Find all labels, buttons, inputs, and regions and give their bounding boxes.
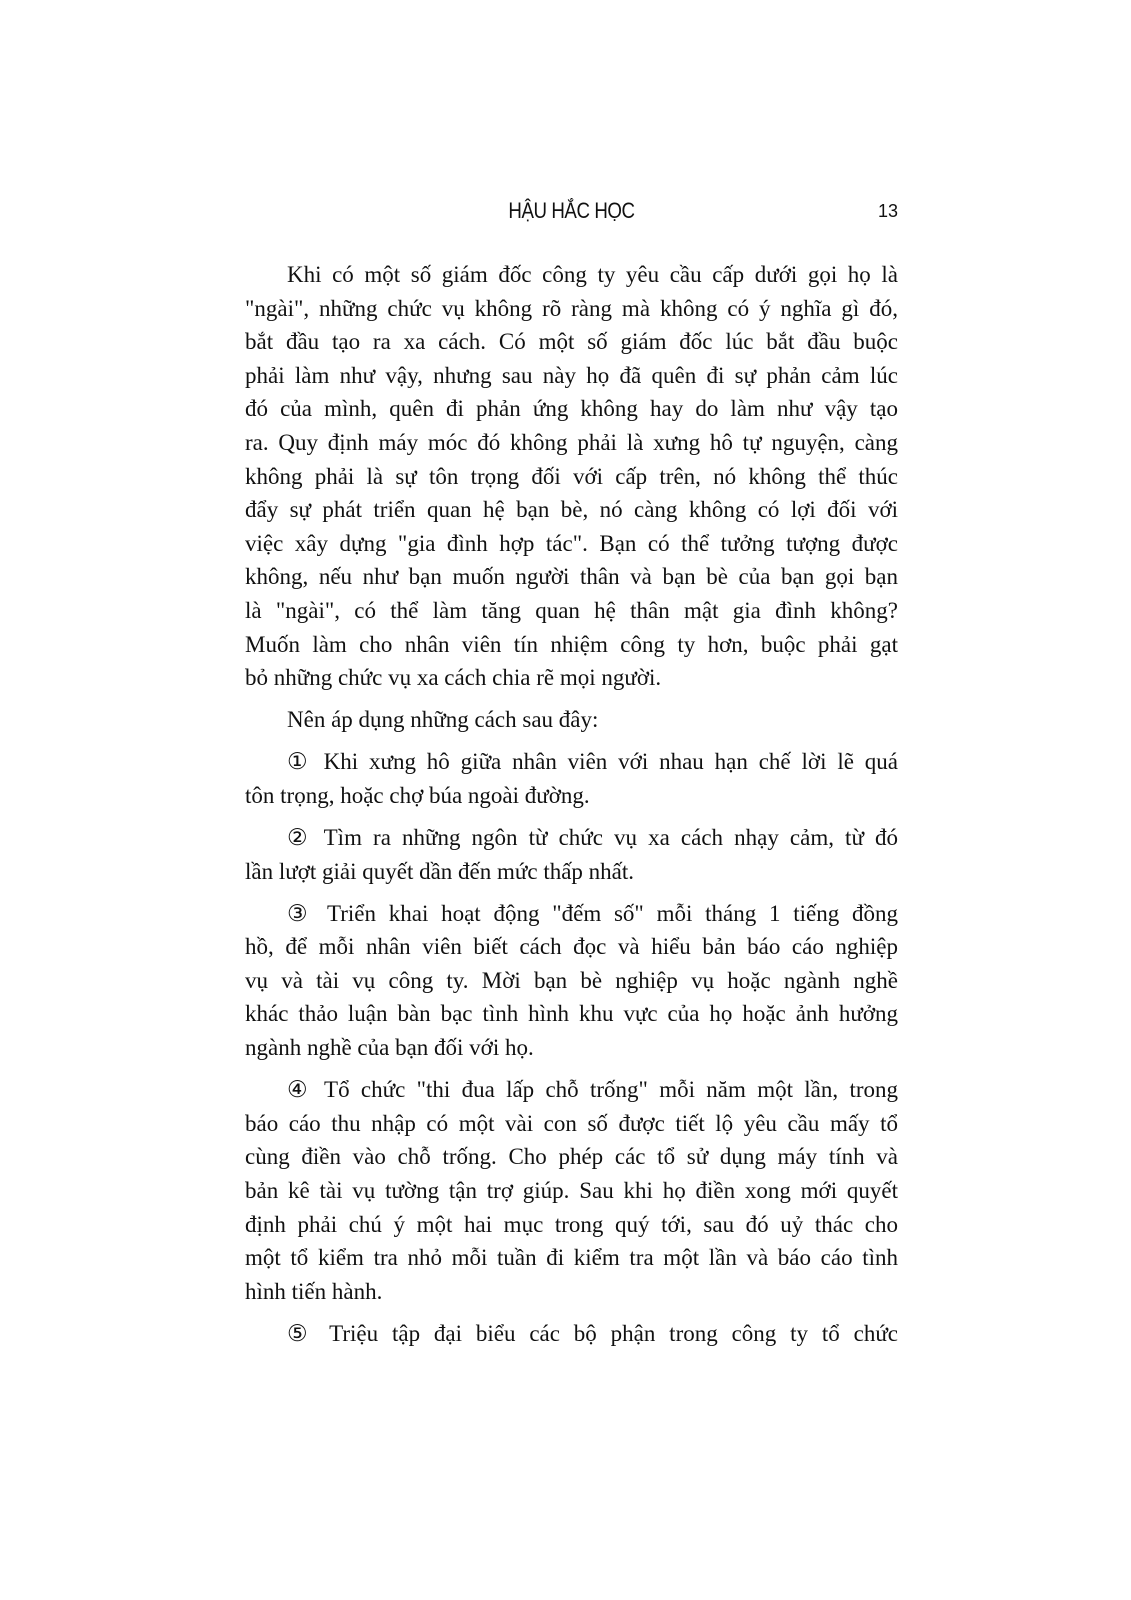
text-line: Muốn làm cho nhân viên tín nhiệm công ty hơn, buộc phải gạt [245, 631, 898, 657]
text-line: cùng điền vào chỗ trống. Cho phép các tổ sử dụng máy tính và [245, 1144, 898, 1170]
text-line: không phải là sự tôn trọng đối với cấp trên, nó không thể thúc [245, 463, 898, 489]
text-line: bắt đầu tạo ra xa cách. Có một số giám đốc lúc bắt đầu buộc [245, 329, 898, 355]
text-line: ② Tìm ra những ngôn từ chức vụ xa cách nhạy cảm, từ đó [287, 825, 898, 850]
text-line: việc xây dựng "gia đình hợp tác". Bạn có thể tưởng tượng được [245, 530, 898, 556]
text-line: bỏ những chức vụ xa cách chia rẽ mọi người. [245, 665, 662, 691]
text-line: ra. Quy định máy móc đó không phải là xưng hô tự nguyện, càng [245, 429, 898, 455]
text-line: hình tiến hành. [245, 1278, 383, 1304]
paragraph [245, 745, 898, 812]
text-line: bản kê tài vụ tường tận trợ giúp. Sau khi họ điền xong mới quyết [245, 1177, 898, 1203]
text-line: Nên áp dụng những cách sau đây: [287, 707, 599, 733]
text-line: một tổ kiểm tra nhỏ mỗi tuần đi kiểm tra một lần và báo cáo tình [245, 1245, 898, 1271]
text-line: lần lượt giải quyết dần đến mức thấp nhất. [245, 858, 635, 884]
text-line: tôn trọng, hoặc chợ búa ngoài đường. [245, 782, 590, 808]
text-line: đó của mình, quên đi phản ứng không hay do làm như vậy tạo [245, 396, 898, 422]
paragraph [245, 897, 898, 1065]
paragraph [245, 1073, 898, 1308]
text-line: ④ Tổ chức "thi đua lấp chỗ trống" mỗi năm một lần, trong [287, 1077, 898, 1103]
text-line: phải làm như vậy, nhưng sau này họ đã quên đi sự phản cảm lúc [245, 362, 898, 388]
paragraph [245, 821, 898, 888]
page-number: 13 [877, 201, 898, 221]
text-line: ngành nghề của bạn đối với họ. [245, 1035, 534, 1061]
text-line: đẩy sự phát triển quan hệ bạn bè, nó càng không có lợi đối với [245, 497, 898, 523]
paragraph [245, 1317, 898, 1351]
text-line: không, nếu như bạn muốn người thân và bạn bè của bạn gọi bạn [245, 564, 898, 590]
text-line: báo cáo thu nhập có một vài con số được tiết lộ yêu cầu mấy tổ [245, 1110, 898, 1136]
paragraph [245, 703, 898, 737]
body-text [245, 258, 898, 1359]
text-line: vụ và tài vụ công ty. Mời bạn bè nghiệp vụ hoặc ngành nghề [245, 967, 898, 993]
text-line: hồ, để mỗi nhân viên biết cách đọc và hiểu bản báo cáo nghiệp [245, 934, 898, 960]
text-line: "ngài", những chức vụ không rõ ràng mà không có ý nghĩa gì đó, [245, 295, 898, 321]
text-line: ⑤ Triệu tập đại biểu các bộ phận trong công ty tổ chức [287, 1320, 898, 1346]
text-line: ① Khi xưng hô giữa nhân viên với nhau hạn chế lời lẽ quá [287, 749, 898, 775]
paragraph [245, 258, 898, 695]
text-line: Khi có một số giám đốc công ty yêu cầu cấp dưới gọi họ là [287, 262, 898, 287]
page-header [245, 198, 898, 232]
running-title: HẬU HẮC HỌC [508, 198, 635, 223]
text-line: ③ Triển khai hoạt động "đếm số" mỗi tháng 1 tiếng đồng [287, 900, 898, 926]
text-line: định phải chú ý một hai mục trong quý tới, sau đó uỷ thác cho [245, 1211, 898, 1237]
text-line: là "ngài", có thể làm tăng quan hệ thân mật gia đình không? [245, 597, 898, 623]
text-line: khác thảo luận bàn bạc tình hình khu vực của họ hoặc ảnh hưởng [245, 1001, 898, 1027]
